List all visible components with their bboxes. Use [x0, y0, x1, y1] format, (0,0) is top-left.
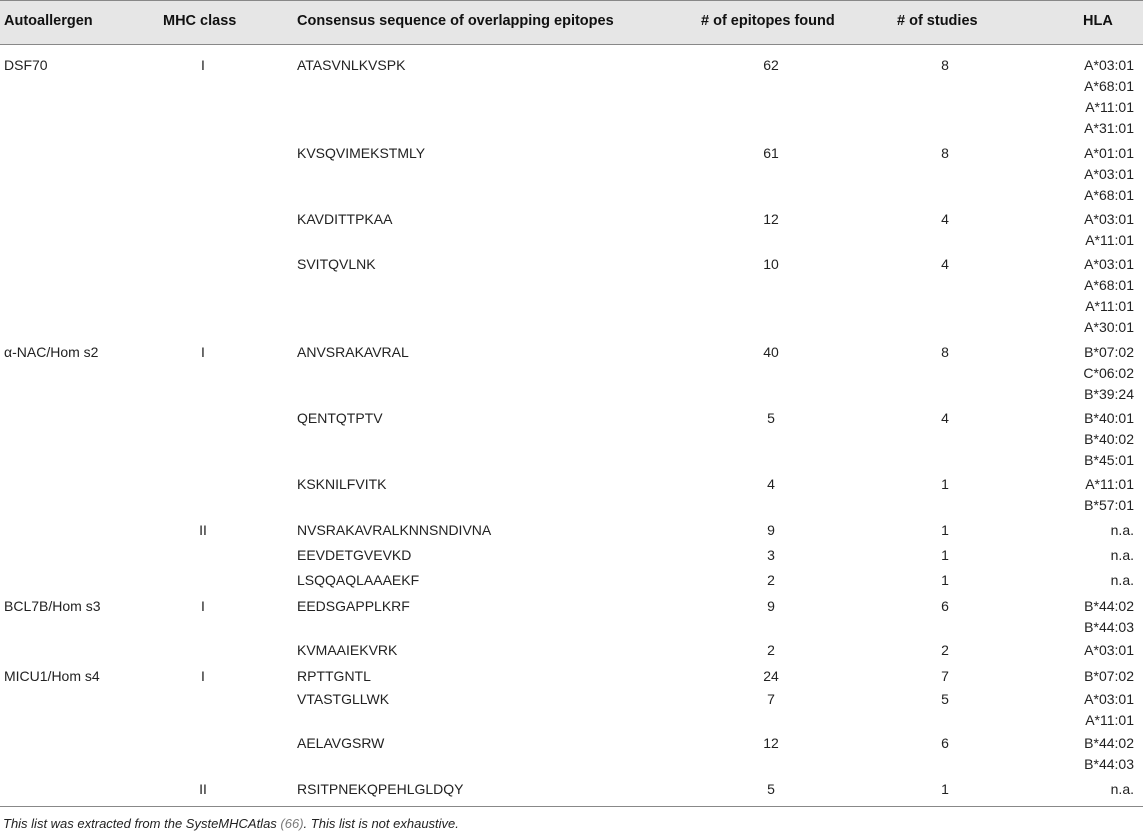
hla-allele: B*40:01	[1084, 410, 1134, 426]
cell-epitopes-found: 62	[763, 57, 779, 73]
cell-mhc-class: I	[201, 344, 205, 360]
cell-epitopes-found: 7	[767, 691, 775, 707]
hla-allele: C*06:02	[1083, 365, 1134, 381]
cell-epitopes-found: 24	[763, 668, 779, 684]
cell-hla	[1084, 209, 1134, 251]
cell-mhc-class: II	[199, 781, 207, 797]
hla-allele: n.a.	[1110, 547, 1134, 563]
hla-allele: A*03:01	[1084, 642, 1134, 658]
table-footnote	[3, 816, 459, 831]
cell-hla	[1084, 143, 1134, 206]
hla-allele: A*03:01	[1084, 211, 1134, 227]
hla-allele: A*68:01	[1084, 78, 1134, 94]
header-autoallergen: Autoallergen	[4, 13, 93, 29]
cell-studies: 4	[941, 410, 949, 426]
hla-allele: B*40:02	[1084, 431, 1134, 447]
header-sequence: Consensus sequence of overlapping epitopes	[297, 13, 614, 29]
cell-epitopes-found: 61	[763, 145, 779, 161]
hla-allele: A*30:01	[1084, 319, 1134, 335]
hla-allele: A*31:01	[1084, 120, 1134, 136]
cell-hla	[1111, 545, 1134, 566]
cell-sequence: LSQQAQLAAAEKF	[297, 572, 420, 588]
cell-sequence: EEVDETGVEVKD	[297, 547, 412, 563]
hla-allele: A*68:01	[1084, 277, 1134, 293]
cell-studies: 2	[941, 642, 949, 658]
cell-studies: 8	[941, 57, 949, 73]
hla-allele: B*44:02	[1084, 735, 1134, 751]
hla-allele: A*01:01	[1084, 145, 1134, 161]
hla-allele: A*68:01	[1084, 187, 1134, 203]
cell-hla	[1084, 733, 1134, 775]
hla-allele: A*11:01	[1085, 476, 1134, 492]
header-epitopes-found: # of epitopes found	[701, 13, 835, 29]
cell-sequence: KVMAAIEKVRK	[297, 642, 398, 658]
hla-allele: B*07:02	[1084, 344, 1134, 360]
cell-studies: 6	[941, 735, 949, 751]
cell-hla	[1084, 254, 1134, 338]
cell-sequence: ANVSRAKAVRAL	[297, 344, 409, 360]
cell-epitopes-found: 9	[767, 598, 775, 614]
header-hla: HLA	[1083, 13, 1113, 29]
cell-mhc-class: I	[201, 598, 205, 614]
hla-allele: A*03:01	[1084, 691, 1134, 707]
cell-sequence: AELAVGSRW	[297, 735, 385, 751]
table-bottom-rule	[0, 806, 1143, 807]
cell-mhc-class: I	[201, 57, 205, 73]
hla-allele: n.a.	[1110, 781, 1134, 797]
header-mhc-class: MHC class	[163, 13, 237, 29]
cell-epitopes-found: 2	[767, 572, 775, 588]
cell-autoallergen: MICU1/Hom s4	[4, 668, 100, 684]
hla-allele: B*44:03	[1084, 619, 1134, 635]
hla-allele: B*44:03	[1084, 756, 1134, 772]
cell-mhc-class: II	[199, 522, 207, 538]
cell-sequence: NVSRAKAVRALKNNSNDIVNA	[297, 522, 492, 538]
cell-epitopes-found: 4	[767, 476, 775, 492]
cell-hla	[1084, 55, 1134, 139]
cell-sequence: KVSQVIMEKSTMLY	[297, 145, 426, 161]
cell-epitopes-found: 12	[763, 735, 779, 751]
footnote-text-before: This list was extracted from the SysteMHCAtlas	[3, 816, 281, 831]
cell-hla	[1084, 640, 1134, 661]
cell-hla	[1111, 520, 1134, 541]
cell-mhc-class: I	[201, 668, 205, 684]
cell-epitopes-found: 5	[767, 781, 775, 797]
hla-allele: A*03:01	[1084, 256, 1134, 272]
cell-epitopes-found: 2	[767, 642, 775, 658]
footnote-reference: (66)	[280, 816, 304, 831]
hla-allele: B*45:01	[1084, 452, 1134, 468]
cell-studies: 4	[941, 211, 949, 227]
hla-allele: A*11:01	[1085, 99, 1134, 115]
cell-epitopes-found: 9	[767, 522, 775, 538]
hla-allele: B*39:24	[1084, 386, 1134, 402]
cell-studies: 1	[941, 781, 949, 797]
cell-hla	[1111, 570, 1134, 591]
cell-studies: 6	[941, 598, 949, 614]
cell-studies: 5	[941, 691, 949, 707]
table-header	[0, 0, 1143, 45]
cell-epitopes-found: 10	[763, 256, 779, 272]
cell-autoallergen: α-NAC/Hom s2	[4, 344, 99, 360]
hla-allele: B*44:02	[1084, 598, 1134, 614]
hla-allele: n.a.	[1110, 522, 1134, 538]
cell-sequence: KAVDITTPKAA	[297, 211, 393, 227]
cell-studies: 1	[941, 572, 949, 588]
cell-studies: 7	[941, 668, 949, 684]
cell-hla	[1111, 779, 1134, 800]
cell-sequence: ATASVNLKVSPK	[297, 57, 406, 73]
cell-epitopes-found: 12	[763, 211, 779, 227]
cell-studies: 4	[941, 256, 949, 272]
hla-allele: A*11:01	[1085, 232, 1134, 248]
hla-allele: A*03:01	[1084, 166, 1134, 182]
cell-autoallergen: BCL7B/Hom s3	[4, 598, 101, 614]
cell-epitopes-found: 3	[767, 547, 775, 563]
cell-studies: 1	[941, 547, 949, 563]
cell-epitopes-found: 40	[763, 344, 779, 360]
cell-hla	[1084, 666, 1134, 687]
cell-sequence: RPTTGNTL	[297, 668, 371, 684]
cell-sequence: VTASTGLLWK	[297, 691, 390, 707]
cell-hla	[1084, 474, 1134, 516]
hla-allele: B*57:01	[1084, 497, 1134, 513]
hla-allele: n.a.	[1110, 572, 1134, 588]
cell-studies: 1	[941, 522, 949, 538]
cell-sequence: QENTQTPTV	[297, 410, 383, 426]
cell-sequence: EEDSGAPPLKRF	[297, 598, 410, 614]
cell-hla	[1084, 596, 1134, 638]
cell-epitopes-found: 5	[767, 410, 775, 426]
cell-studies: 8	[941, 145, 949, 161]
cell-hla	[1084, 689, 1134, 731]
cell-sequence: KSKNILFVITK	[297, 476, 387, 492]
hla-allele: A*11:01	[1085, 298, 1134, 314]
hla-allele: A*03:01	[1084, 57, 1134, 73]
cell-sequence: SVITQVLNK	[297, 256, 376, 272]
cell-hla	[1083, 342, 1134, 405]
cell-autoallergen: DSF70	[4, 57, 48, 73]
hla-allele: B*07:02	[1084, 668, 1134, 684]
cell-sequence: RSITPNEKQPEHLGLDQY	[297, 781, 464, 797]
footnote-text-after: . This list is not exhaustive.	[303, 816, 459, 831]
cell-studies: 1	[941, 476, 949, 492]
header-studies: # of studies	[897, 13, 978, 29]
hla-allele: A*11:01	[1085, 712, 1134, 728]
cell-hla	[1084, 408, 1134, 471]
cell-studies: 8	[941, 344, 949, 360]
